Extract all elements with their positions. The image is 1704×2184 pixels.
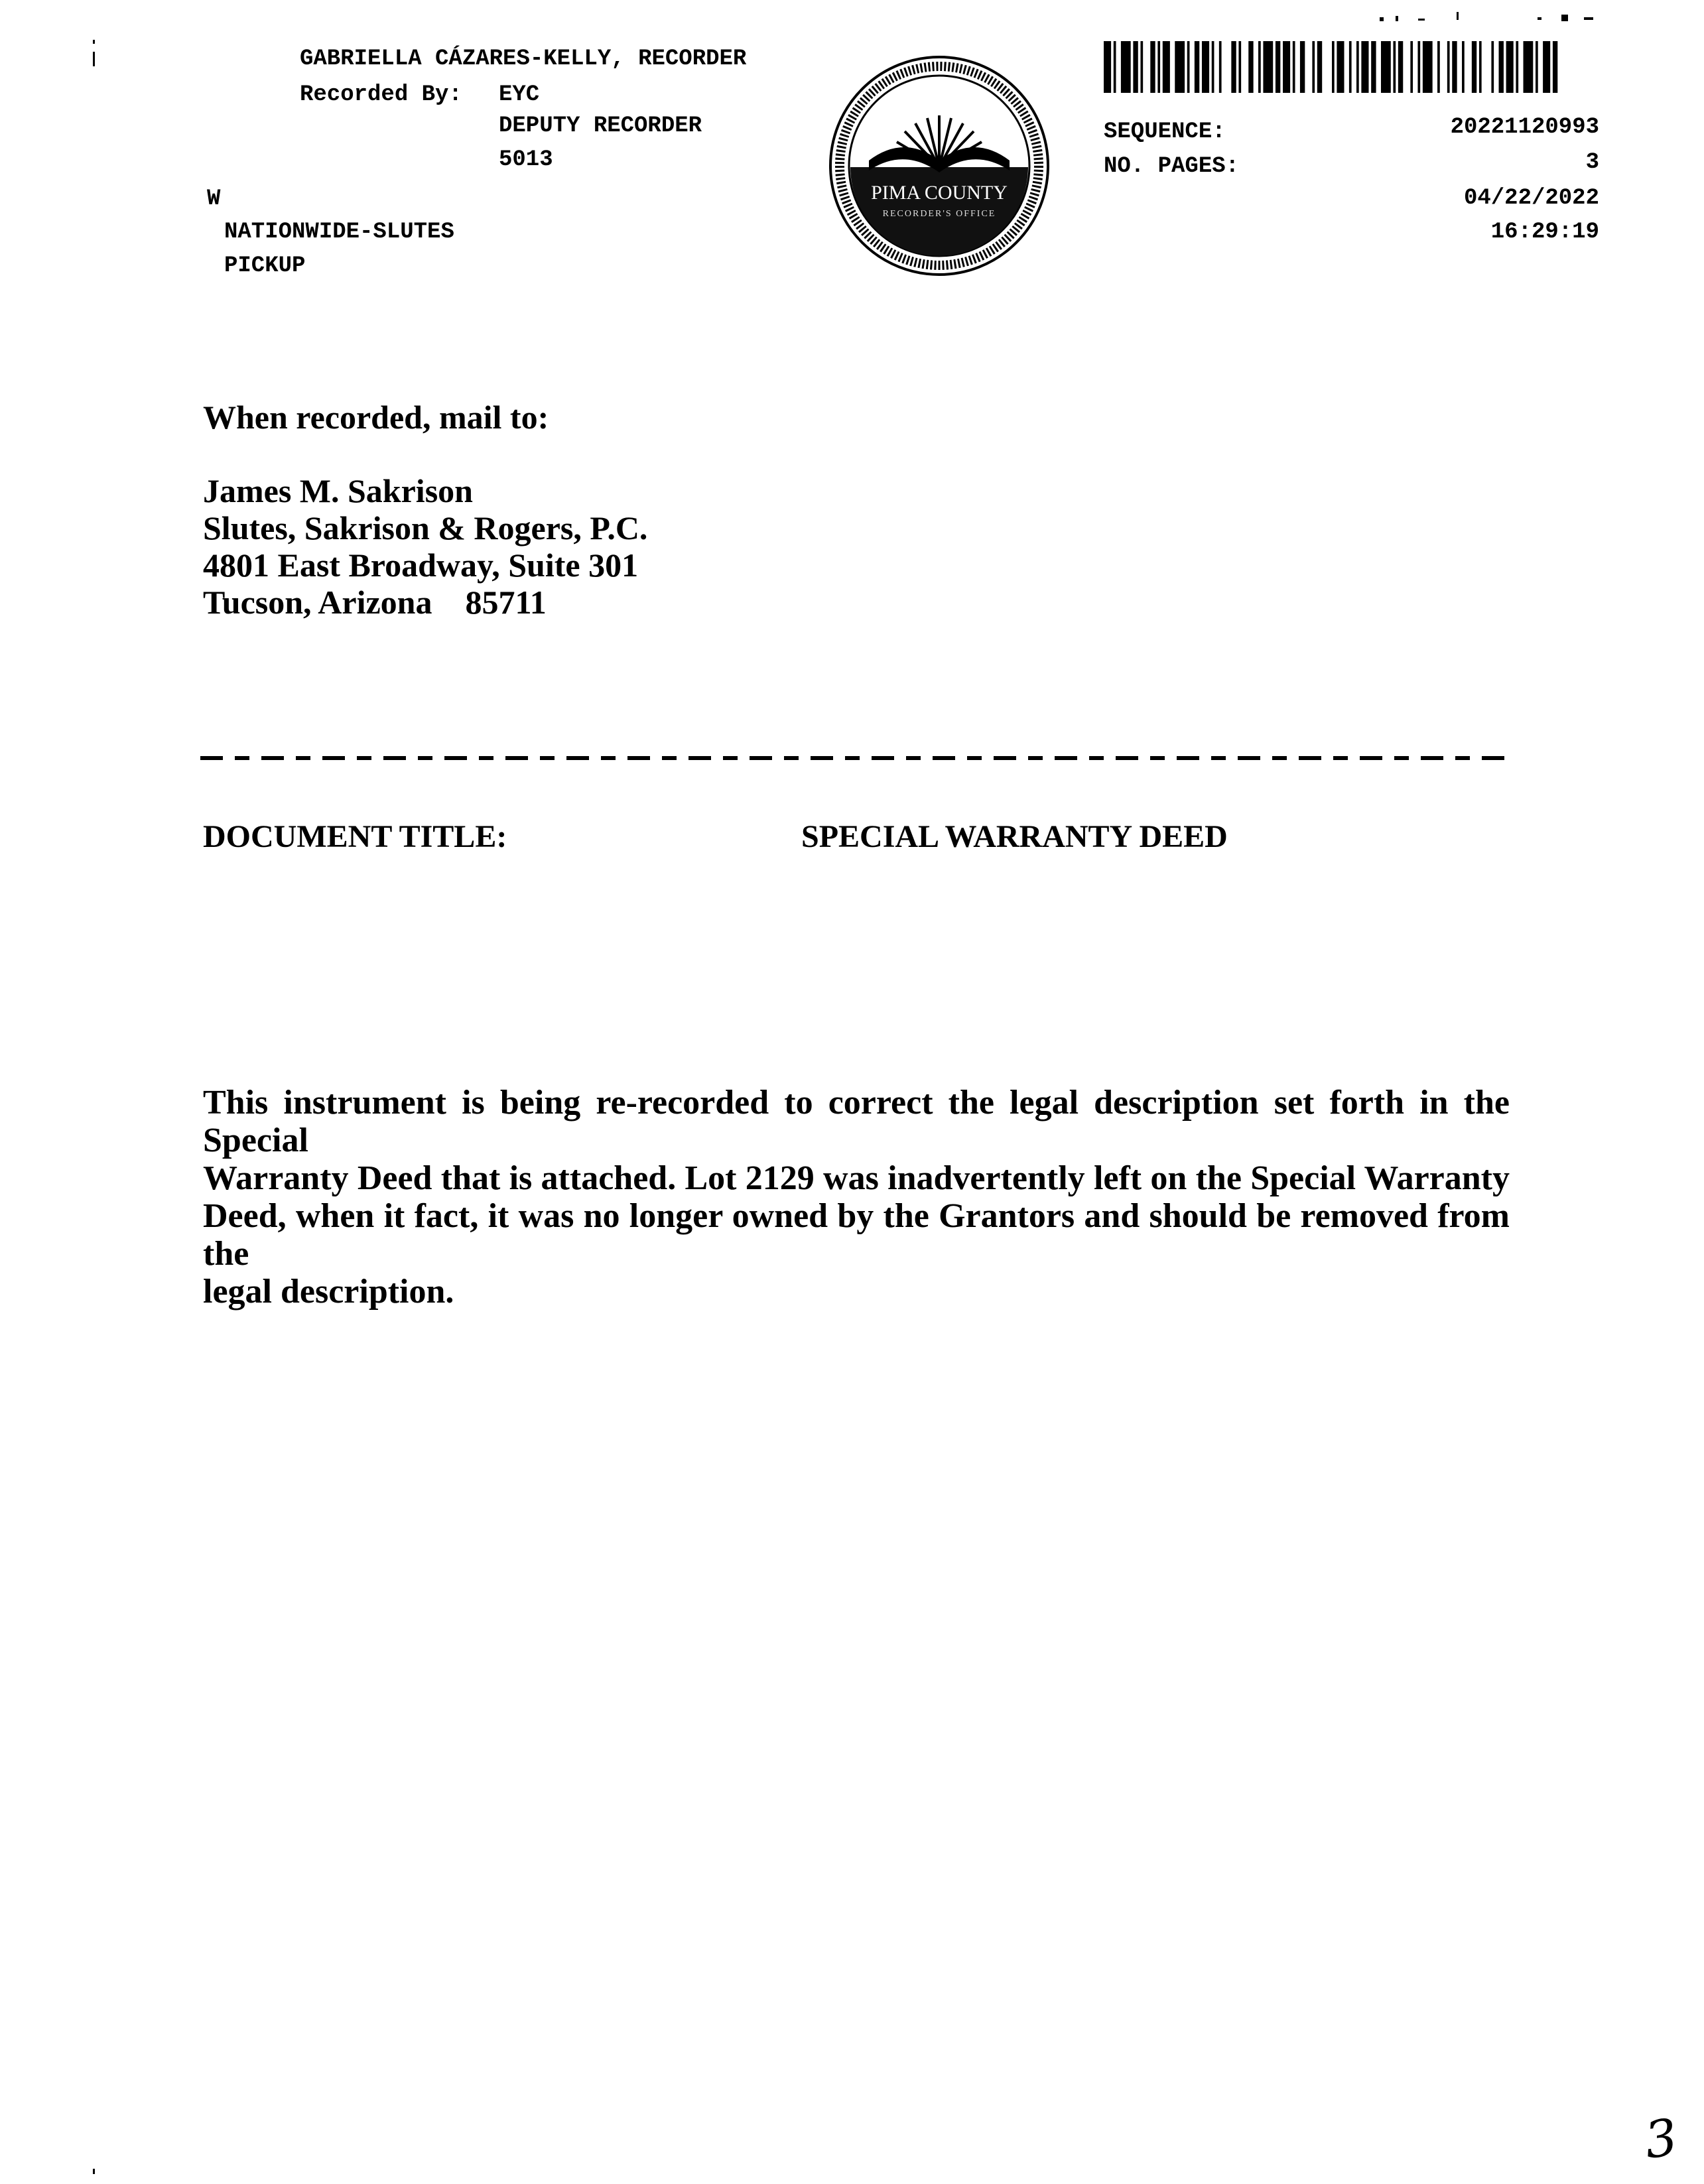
barcode-bar	[1452, 41, 1457, 93]
deputy-recorder: DEPUTY RECORDER	[499, 113, 702, 139]
barcode-bar	[1312, 41, 1315, 93]
recorded-by-label: Recorded By:	[300, 82, 462, 107]
scan-mark	[1396, 16, 1398, 21]
barcode-bar	[1202, 41, 1209, 93]
note-line: Warranty Deed that is attached. Lot 2129 was inadvertently left on the Special Warranty	[203, 1159, 1510, 1197]
barcode-bar	[1276, 41, 1280, 93]
barcode-bar	[1114, 41, 1116, 93]
barcode-bar	[1157, 41, 1160, 93]
barcode-bar	[1231, 41, 1236, 93]
barcode-bar	[1263, 41, 1273, 93]
scan-mark	[93, 2169, 95, 2174]
barcode-bar	[1150, 41, 1155, 93]
seal-county-text: PIMA COUNTY	[871, 182, 1008, 204]
barcode-bar	[1462, 41, 1465, 93]
mail-to-street: 4801 East Broadway, Suite 301	[203, 546, 639, 584]
barcode-bar	[1175, 41, 1185, 93]
barcode-bar	[1437, 41, 1440, 93]
barcode-bar	[1361, 41, 1368, 93]
recorded-by-value: EYC	[499, 82, 540, 107]
barcode-bar	[1524, 41, 1534, 93]
scan-mark	[1561, 15, 1568, 21]
scan-mark	[1584, 17, 1593, 20]
barcode-bar	[1258, 41, 1261, 93]
mail-to-name: James M. Sakrison	[203, 472, 473, 509]
deputy-number: 5013	[499, 147, 553, 172]
county-seal	[828, 54, 1051, 277]
document-barcode	[1104, 41, 1560, 93]
scan-mark	[1380, 17, 1384, 21]
barcode-bar	[1423, 41, 1433, 93]
barcode-bar	[1472, 41, 1476, 93]
document-title-value: SPECIAL WARRANTY DEED	[801, 819, 1228, 854]
scan-mark	[1418, 19, 1425, 21]
w-code: W	[207, 186, 221, 212]
scan-mark	[93, 52, 95, 66]
note-line: legal description.	[203, 1273, 454, 1311]
recording-time: 16:29:19	[1490, 220, 1599, 245]
barcode-bar	[1479, 41, 1482, 93]
sequence-number: 20221120993	[1450, 115, 1599, 140]
requester-name: NATIONWIDE-SLUTES	[224, 220, 454, 245]
barcode-bar	[1293, 41, 1295, 93]
barcode-bar	[1283, 41, 1290, 93]
mail-to-city: Tucson, Arizona 85711	[203, 584, 547, 621]
delivery-method: PICKUP	[224, 253, 306, 279]
barcode-bar	[1121, 41, 1131, 93]
handwritten-page-number: 3	[1641, 2107, 1681, 2170]
barcode-bar	[1371, 41, 1376, 93]
barcode-bar	[1349, 41, 1352, 93]
barcode-bar	[1300, 41, 1305, 93]
barcode-bar	[1248, 41, 1253, 93]
barcode-bar	[1356, 41, 1359, 93]
seal-office-text: RECORDER'S OFFICE	[882, 209, 996, 219]
mail-to-firm: Slutes, Sakrison & Rogers, P.C.	[203, 509, 648, 546]
barcode-bar	[1332, 41, 1335, 93]
barcode-bar	[1163, 41, 1170, 93]
barcode-bar	[1398, 41, 1403, 93]
document-title-label: DOCUMENT TITLE:	[203, 819, 507, 854]
scan-mark	[1538, 17, 1541, 20]
barcode-bar	[1337, 41, 1344, 93]
barcode-bar	[1543, 41, 1550, 93]
note-line: This instrument is being re-recorded to correct the legal description set forth in the Special	[203, 1084, 1510, 1159]
barcode-bar	[1553, 41, 1557, 93]
barcode-bar	[1499, 41, 1504, 93]
barcode-bar	[1410, 41, 1413, 93]
note-line: Deed, when it fact, it was no longer owned by the Grantors and should be removed from the	[203, 1197, 1510, 1273]
mail-to-heading: When recorded, mail to:	[203, 399, 549, 436]
re-recording-note	[203, 1084, 1510, 1311]
barcode-bar	[1506, 41, 1514, 93]
page-count: 3	[1585, 150, 1599, 175]
recording-date: 04/22/2022	[1463, 186, 1599, 211]
barcode-bar	[1238, 41, 1241, 93]
barcode-bar	[1212, 41, 1214, 93]
scan-mark	[1457, 12, 1459, 20]
barcode-bar	[1491, 41, 1494, 93]
barcode-bar	[1381, 41, 1391, 93]
barcode-bar	[1104, 41, 1111, 93]
barcode-bar	[1317, 41, 1322, 93]
barcode-bar	[1219, 41, 1222, 93]
barcode-bar	[1447, 41, 1450, 93]
pages-label: NO. PAGES:	[1104, 154, 1240, 179]
barcode-bar	[1140, 41, 1143, 93]
scan-mark	[93, 40, 95, 44]
barcode-bar	[1187, 41, 1190, 93]
sequence-label: SEQUENCE:	[1104, 119, 1226, 145]
barcode-bar	[1195, 41, 1199, 93]
barcode-bar	[1133, 41, 1138, 93]
recorder-name: GABRIELLA CÁZARES-KELLY, RECORDER	[300, 46, 747, 72]
barcode-bar	[1417, 41, 1420, 93]
dashed-divider	[200, 754, 1514, 762]
barcode-bar	[1536, 41, 1538, 93]
barcode-bar	[1393, 41, 1396, 93]
barcode-bar	[1516, 41, 1518, 93]
